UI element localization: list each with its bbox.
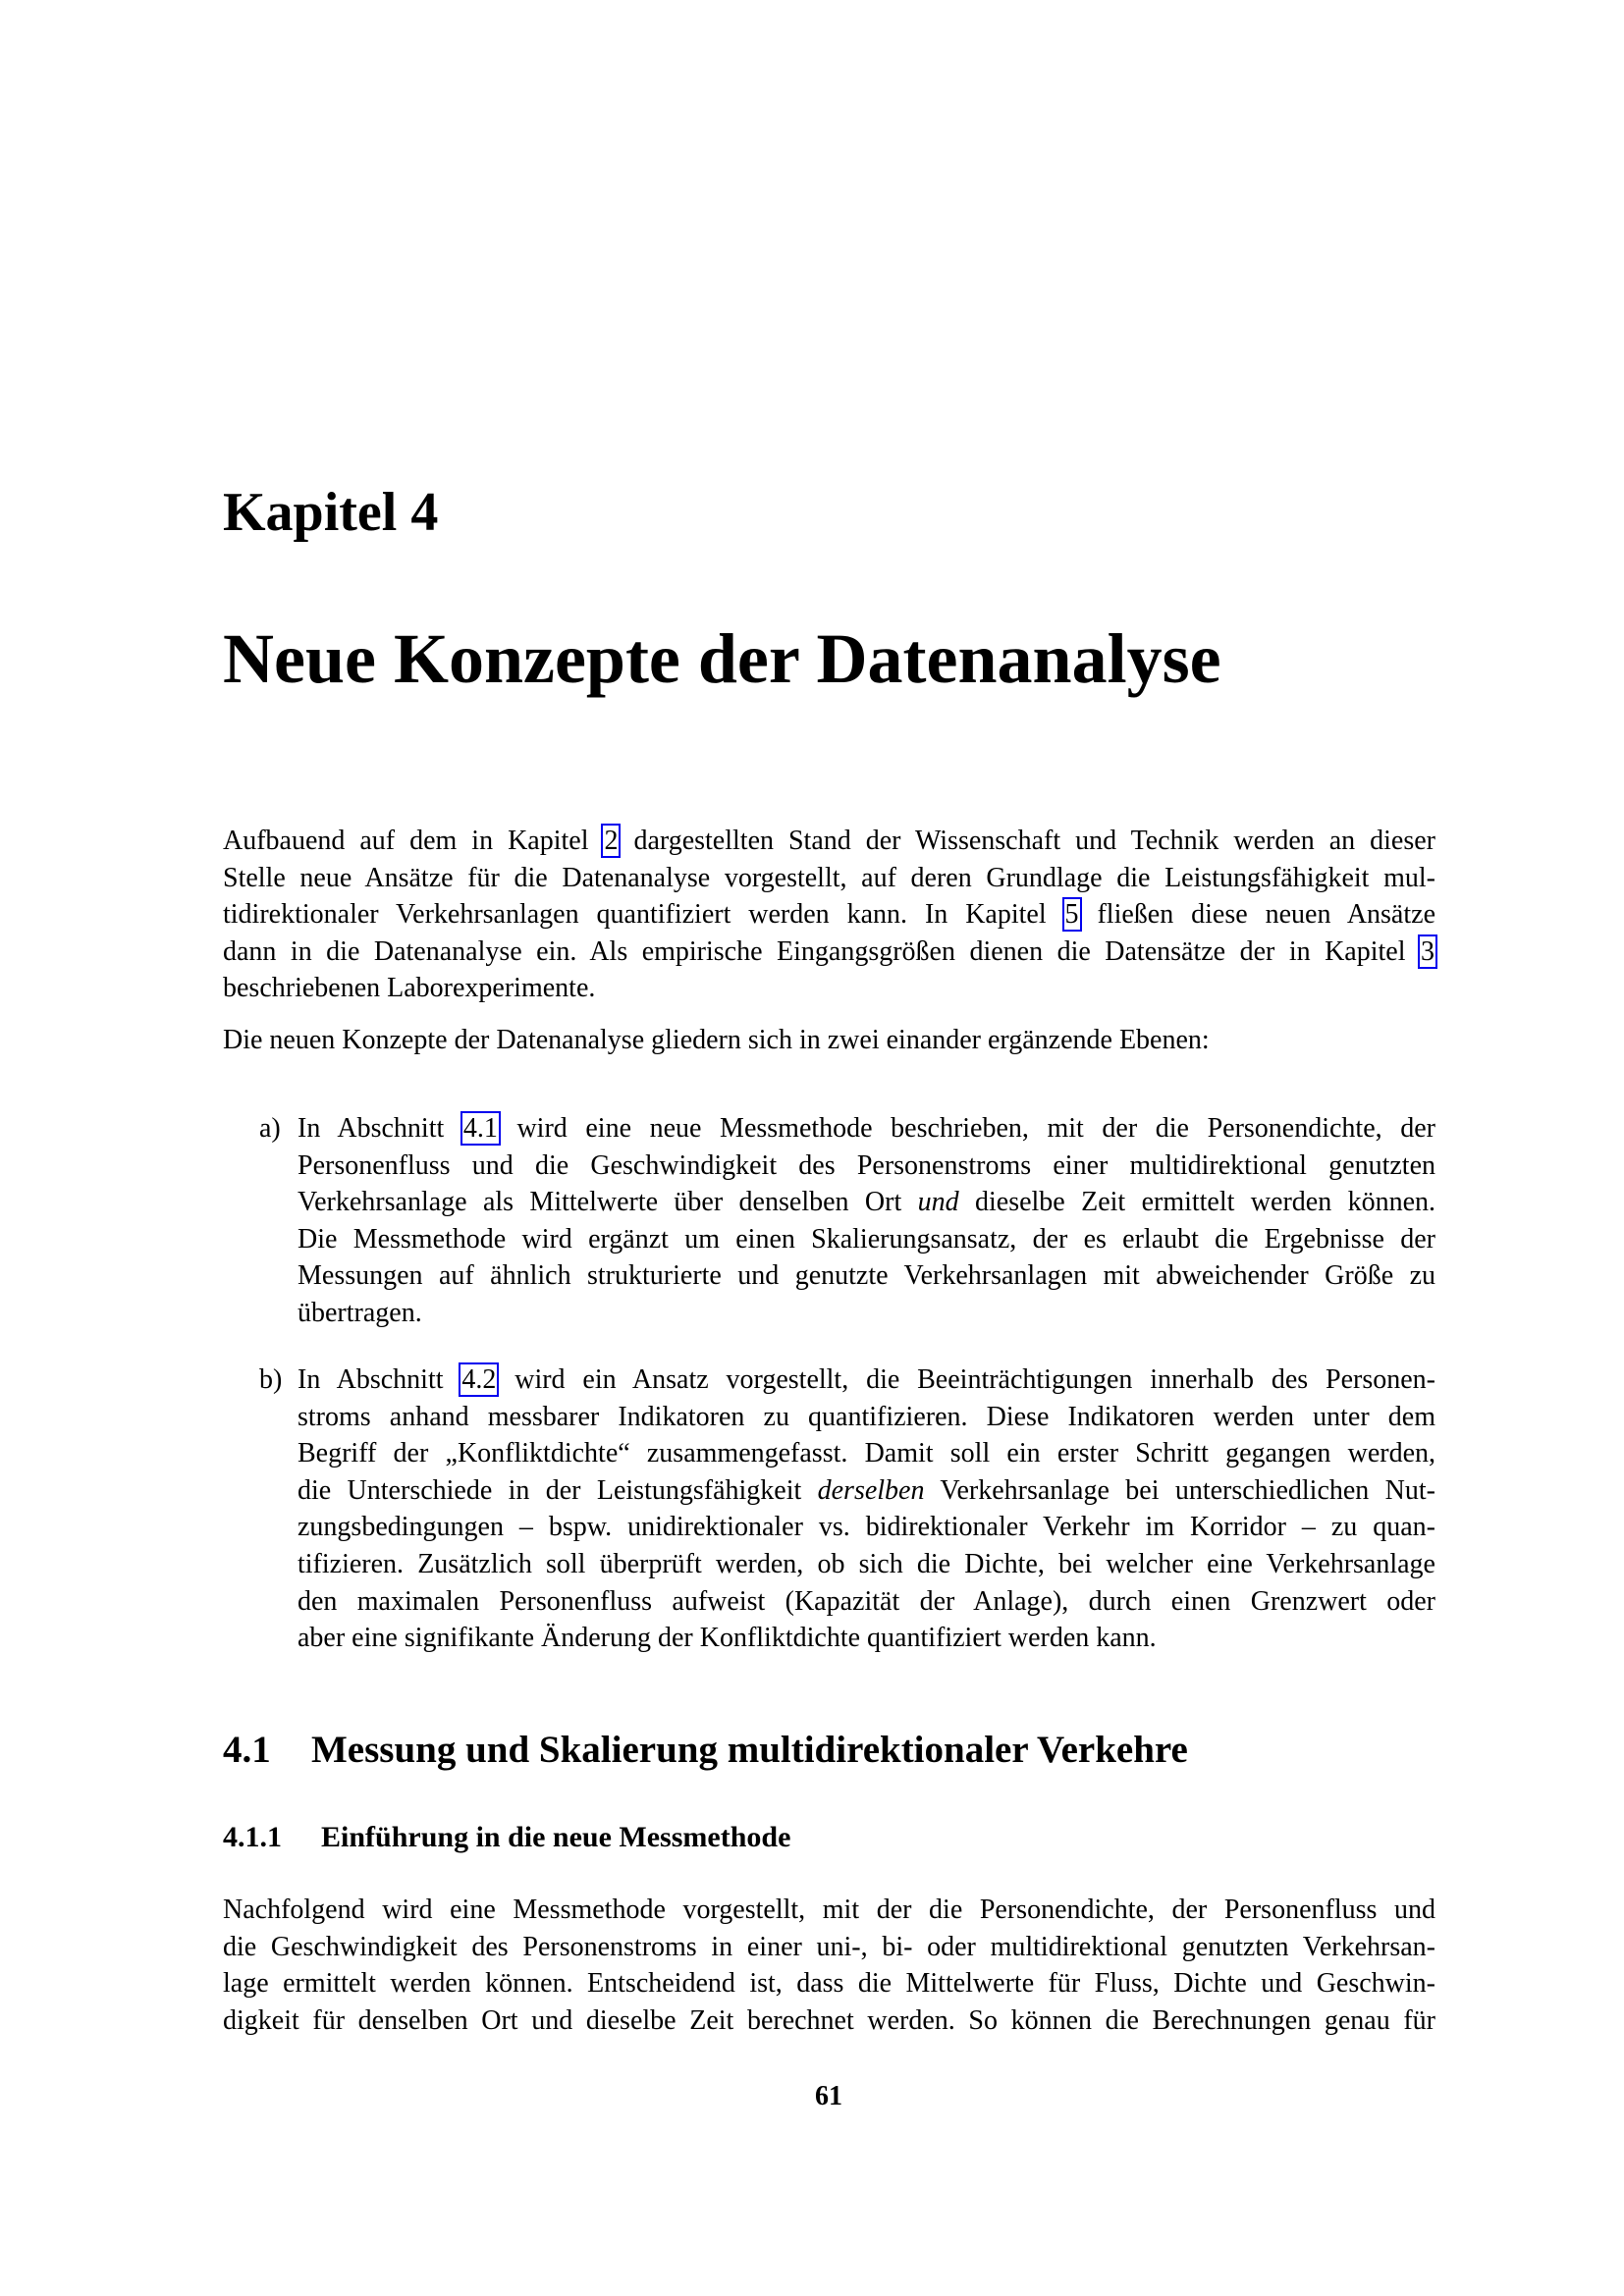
list-label: a) <box>259 1113 281 1144</box>
list-label: b) <box>259 1364 283 1395</box>
intro-paragraph-2 <box>223 1022 1435 1059</box>
cross-reference-link[interactable]: 4.2 <box>461 1364 497 1395</box>
text-segment: digkeit für denselben Ort und dieselbe Zeit berechnet werden. So können die Berechnungen genau für <box>223 2004 1435 2036</box>
text-segment: Messungen auf ähnlich strukturierte und genutzte Verkehrsanlagen mit abweichender Größe zu <box>298 1260 1435 1292</box>
text-segment: tidirektionaler Verkehrsanlagen quantifiziert werden kann. In Kapitel <box>223 899 1064 931</box>
cross-reference-link[interactable]: 2 <box>604 826 619 856</box>
subsection-number: 4.1.1 <box>223 1821 282 1853</box>
text-segment: wird ein Ansatz vorgestellt, die Beeinträchtigungen innerhalb des Personen- <box>497 1364 1435 1395</box>
text-line <box>298 1184 1435 1221</box>
text-line <box>298 1620 1435 1657</box>
text-line <box>223 934 1435 971</box>
text-line <box>298 1221 1435 1258</box>
chapter-title: Neue Konzepte der Datenanalyse <box>223 619 1221 698</box>
text-segment: lage ermittelt werden können. Entscheidend ist, dass die Mittelwerte für Fluss, Dichte und Geschwin- <box>223 1968 1435 2000</box>
text-segment: beschriebenen Laborexperimente. <box>223 973 596 1004</box>
text-line <box>223 896 1435 934</box>
subsection-heading <box>223 1821 1435 1854</box>
chapter-label: Kapitel 4 <box>223 482 439 543</box>
emphasis-text: derselben <box>817 1474 925 1506</box>
text-line <box>223 1892 1435 1929</box>
text-segment: dargestellten Stand der Wissenschaft und Technik werden an dieser <box>619 826 1435 856</box>
cross-reference-link[interactable]: 3 <box>1421 935 1435 967</box>
text-segment: Nachfolgend wird eine Messmethode vorgestellt, mit der die Personendichte, der Personenfluss und <box>223 1895 1435 1925</box>
text-line <box>298 1399 1435 1436</box>
text-line <box>223 1929 1435 1966</box>
text-segment: Aufbauend auf dem in Kapitel <box>223 826 604 856</box>
text-segment: dann in die Datenanalyse ein. Als empirische Eingangsgrößen dienen die Datensätze der in Kapitel <box>223 935 1420 967</box>
text-segment: dieselbe Zeit ermittelt werden können. <box>958 1187 1436 1218</box>
section-heading <box>223 1728 1435 1772</box>
text-segment: fließen diese neuen Ansätze <box>1079 899 1435 931</box>
section-number: 4.1 <box>223 1729 271 1771</box>
text-segment: tifizieren. Zusätzlich soll überprüft werden, ob sich die Dichte, bei welcher eine Verkehrsanlage <box>298 1548 1435 1579</box>
text-segment: Stelle neue Ansätze für die Datenanalyse vorgestellt, auf deren Grundlage die Leistungsfähigkeit mul- <box>223 862 1435 893</box>
text-segment: stroms anhand messbarer Indikatoren zu quantifizieren. Diese Indikatoren werden unter dem <box>298 1401 1435 1432</box>
text-line <box>223 2002 1435 2040</box>
text-segment: übertragen. <box>298 1297 422 1328</box>
text-segment: den maximalen Personenfluss aufweist (Kapazität der Anlage), durch einen Grenzwert oder <box>298 1585 1435 1617</box>
body-paragraph <box>223 1892 1435 2039</box>
cross-reference-link[interactable]: 4.1 <box>462 1113 498 1144</box>
text-segment: die Geschwindigkeit des Personenstroms in einer uni-, bi- oder multidirektional genutzten Verkehrsan- <box>223 1931 1435 1962</box>
text-segment: In Abschnitt <box>298 1113 462 1144</box>
text-line <box>298 1362 1435 1399</box>
text-segment: Verkehrsanlage als Mittelwerte über denselben Ort <box>298 1187 918 1218</box>
text-segment: Verkehrsanlage bei unterschiedlichen Nut- <box>924 1474 1435 1506</box>
text-segment: Die neuen Konzepte der Datenanalyse gliedern sich in zwei einander ergänzende Ebenen: <box>223 1025 1210 1055</box>
text-line <box>223 1022 1435 1059</box>
text-segment: die Unterschiede in der Leistungsfähigkeit <box>298 1474 818 1506</box>
text-segment: zungsbedingungen – bspw. unidirektionaler vs. bidirektionaler Verkehr im Korridor – zu quan- <box>298 1512 1435 1543</box>
section-title: Messung und Skalierung multidirektionaler Verkehre <box>311 1729 1188 1771</box>
text-line <box>298 1110 1435 1148</box>
list-item-text <box>298 1110 1435 1332</box>
text-line <box>298 1257 1435 1295</box>
text-segment: Die Messmethode wird ergänzt um einen Skalierungsansatz, der es erlaubt die Ergebnisse der <box>298 1223 1435 1255</box>
list-item-b <box>223 1362 1435 1657</box>
text-line <box>298 1583 1435 1621</box>
cross-reference-link[interactable]: 5 <box>1064 899 1079 931</box>
emphasis-text: und <box>917 1187 959 1218</box>
text-segment: In Abschnitt <box>298 1364 461 1395</box>
list-item-text <box>298 1362 1435 1657</box>
intro-paragraph <box>223 823 1435 1007</box>
text-line <box>223 860 1435 897</box>
list-item-a <box>223 1110 1435 1332</box>
text-segment: aber eine signifikante Änderung der Konfliktdichte quantifiziert werden kann. <box>298 1623 1157 1654</box>
text-segment: Begriff der „Konfliktdichte“ zusammengefasst. Damit soll ein erster Schritt gegangen werden, <box>298 1438 1435 1469</box>
text-line <box>298 1472 1435 1510</box>
text-line <box>223 1965 1435 2002</box>
text-segment: wird eine neue Messmethode beschrieben, mit der die Personendichte, der <box>498 1113 1435 1144</box>
text-line <box>298 1435 1435 1472</box>
text-segment: Personenfluss und die Geschwindigkeit des Personenstroms einer multidirektional genutzten <box>298 1149 1435 1181</box>
text-line <box>223 823 1435 860</box>
text-line <box>223 970 1435 1007</box>
text-line <box>298 1509 1435 1546</box>
text-line <box>298 1546 1435 1583</box>
text-line <box>298 1148 1435 1185</box>
page-number: 61 <box>815 2081 842 2111</box>
subsection-title: Einführung in die neue Messmethode <box>321 1821 791 1853</box>
text-line <box>298 1295 1435 1332</box>
